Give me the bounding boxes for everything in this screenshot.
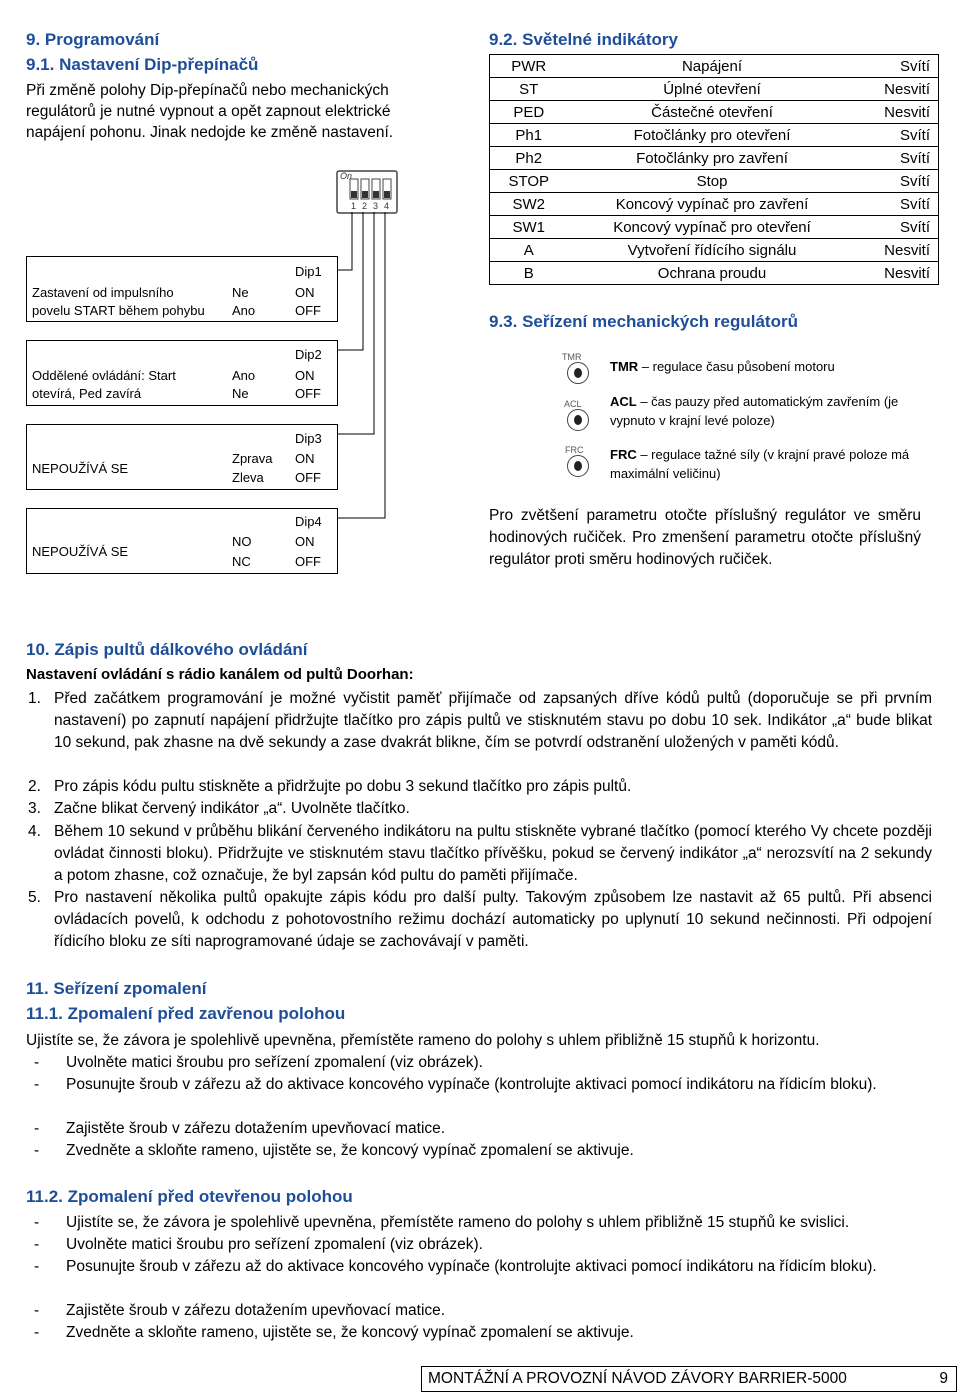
tmr-description <box>610 357 930 376</box>
list-text: Pro zápis kódu pultu stiskněte a přidržujte po dobu 3 sekund tlačítko pro zápis pultů. <box>54 778 632 795</box>
dip2-box <box>26 340 338 406</box>
indicator-code: Ph1 <box>490 124 568 147</box>
section112-title: 11.2. Zpomalení před otevřenou polohou <box>26 1187 353 1206</box>
dip-num-1: 1 <box>351 201 357 211</box>
indicator-code: PED <box>490 101 568 124</box>
dip4-desc: NEPOUŽÍVÁ SE <box>32 544 129 559</box>
dip2-desc-line2: otevírá, Ped zavírá <box>32 386 142 401</box>
dip2-desc-line1: Oddělené ovládání: Start <box>32 368 176 383</box>
list-item <box>34 1234 924 1256</box>
indicator-code: PWR <box>490 55 568 78</box>
knob-label-tmr: TMR <box>562 352 582 362</box>
section91-text: Při změně polohy Dip-přepínačů nebo mechanických regulátorů je nutné vypnout a opět zapnout elektrické napájení pohonu. Jinak nedojde ke změně nastavení. <box>26 82 394 141</box>
list-text: Zvedněte a skloňte rameno, ujistěte se, že koncový vypínač zpomalení se aktivuje. <box>66 1142 634 1159</box>
section111-title: 11.1. Zpomalení před zavřenou polohou <box>26 1004 346 1023</box>
list-item <box>28 821 932 887</box>
dash-bullet: - <box>34 1258 40 1275</box>
dash-bullet: - <box>34 1324 40 1341</box>
frc-text: – regulace tažné síly (v krajní pravé poloze má maximální veličinu) <box>610 447 910 481</box>
section93-paragraph: Pro zvětšení parametru otočte příslušný regulátor ve směru hodinových ručiček. Pro zmenšení parametru otočte příslušný regulátor proti směru hodinových ručiček. <box>489 507 921 568</box>
dip1-name: Dip1 <box>295 264 322 279</box>
table-row <box>490 216 939 239</box>
list-item <box>34 1256 924 1278</box>
dip2-opt-off: Ne <box>232 386 249 401</box>
table-row <box>490 262 939 285</box>
list-item <box>28 887 932 953</box>
list-item <box>34 1118 924 1140</box>
list-item <box>28 798 932 820</box>
dip3-on: ON <box>295 451 315 466</box>
list-text: Zajistěte šroub v zářezu dotažením upevňovací matice. <box>66 1302 446 1319</box>
list-num: 4. <box>28 823 41 840</box>
dip4-box <box>26 508 338 574</box>
list-text: Posunujte šroub v zářezu až do aktivace koncového vypínače (kontrolujte aktivaci pomocí indikátoru na řídicím bloku). <box>66 1076 877 1093</box>
indicator-state: Svítí <box>857 170 939 193</box>
list-num: 5. <box>28 889 41 906</box>
dip4-off: OFF <box>295 554 321 569</box>
list-num: 3. <box>28 800 41 817</box>
section10-title: 10. Zápis pultů dálkového ovládání <box>26 640 308 659</box>
dip3-name: Dip3 <box>295 431 322 446</box>
list-text: Během 10 sekund v průběhu blikání červeného indikátoru na pultu stiskněte vybrané tlačítko (pomocí kterého Vy chcete později ovládat činnosti bloku). Přidržujte ve stisknutém stavu tlačítko přívěšku, pokud se červený indikátor „a“ nerozsvítí na 2 sekundy a potom zhasne, což označuje, že byl zapsán kód pultu do paměti přijímače. <box>54 823 932 884</box>
footer-title: MONTÁŽNÍ A PROVOZNÍ NÁVOD ZÁVORY BARRIER-5000 <box>428 1370 847 1387</box>
dip4-opt-off: NC <box>232 554 251 569</box>
table-row <box>490 55 939 78</box>
knob-label-frc: FRC <box>565 445 584 455</box>
indicator-code: Ph2 <box>490 147 568 170</box>
indicator-state: Nesvití <box>857 262 939 285</box>
list-text: Začne blikat červený indikátor „a“. Uvolněte tlačítko. <box>54 800 410 817</box>
tmr-knob-icon <box>567 362 589 384</box>
acl-key: ACL <box>610 394 637 409</box>
table-row <box>490 78 939 101</box>
indicator-desc: Napájení <box>568 55 857 78</box>
table-row <box>490 193 939 216</box>
dip2-name: Dip2 <box>295 347 322 362</box>
indicator-code: STOP <box>490 170 568 193</box>
list-text: Uvolněte matici šroubu pro seřízení zpomalení (viz obrázek). <box>66 1236 483 1253</box>
section9-title: 9. Programování <box>26 30 160 49</box>
list-text: Uvolněte matici šroubu pro seřízení zpomalení (viz obrázek). <box>66 1054 483 1071</box>
list-item <box>34 1052 924 1074</box>
dip3-desc: NEPOUŽÍVÁ SE <box>32 461 129 476</box>
section91-title: 9.1. Nastavení Dip-přepínačů <box>26 55 259 74</box>
indicator-code: B <box>490 262 568 285</box>
indicator-state: Svítí <box>857 55 939 78</box>
dip-num-3: 3 <box>373 201 379 211</box>
dip3-box <box>26 424 338 490</box>
indicator-code: SW1 <box>490 216 568 239</box>
dash-bullet: - <box>34 1120 40 1137</box>
indicator-code: A <box>490 239 568 262</box>
table-row <box>490 147 939 170</box>
section11-title: 11. Seřízení zpomalení <box>26 979 207 998</box>
page-number: 9 <box>939 1370 948 1387</box>
table-row <box>490 170 939 193</box>
dip-connector-lines <box>330 210 400 550</box>
indicator-desc: Stop <box>568 170 857 193</box>
section92-title: 9.2. Světelné indikátory <box>489 30 678 49</box>
section10-subtitle: Nastavení ovládání s rádio kanálem od pultů Doorhan: <box>26 666 414 683</box>
dip1-on: ON <box>295 285 315 300</box>
table-row <box>490 124 939 147</box>
indicator-state: Nesvití <box>857 78 939 101</box>
list-text: Posunujte šroub v zářezu až do aktivace koncového vypínače (kontrolujte aktivaci pomocí indikátoru na řídicím bloku). <box>66 1258 877 1275</box>
indicator-state: Svítí <box>857 193 939 216</box>
dash-bullet: - <box>34 1236 40 1253</box>
list-item <box>34 1074 924 1096</box>
acl-knob-icon <box>567 409 589 431</box>
list-text: Před začátkem programování je možné vyčistit paměť přijímače od zapsaných dříve kódů pultů (doporučuje se při prvním nastavení) po zapnutí napájení přidržujte tlačítko pro zápis pultů ve stisknutém stavu po dobu 10 sek. Indikátor „a“ bude blikat 10 sekund, pak zhasne na dvě sekundy a zase dvakrát blikne, čím se potvrdí odstranění uložených v paměti kódů. <box>54 690 932 751</box>
indicator-state: Svítí <box>857 124 939 147</box>
frc-key: FRC <box>610 447 637 462</box>
list-item <box>34 1322 924 1344</box>
list-item <box>34 1140 924 1162</box>
dip2-on: ON <box>295 368 315 383</box>
table-row <box>490 239 939 262</box>
indicator-desc: Vytvoření řídícího signálu <box>568 239 857 262</box>
indicator-code: ST <box>490 78 568 101</box>
dash-bullet: - <box>34 1302 40 1319</box>
dash-bullet: - <box>34 1214 40 1231</box>
dip3-opt-on: Zprava <box>232 451 273 466</box>
indicator-state: Svítí <box>857 147 939 170</box>
dip-on-label: On <box>340 171 353 181</box>
indicator-table <box>489 54 939 285</box>
list-num: 1. <box>28 690 41 707</box>
dash-bullet: - <box>34 1142 40 1159</box>
table-row <box>490 101 939 124</box>
dip2-opt-on: Ano <box>232 368 256 383</box>
list-item <box>28 776 932 798</box>
list-num: 2. <box>28 778 41 795</box>
indicator-state: Nesvití <box>857 239 939 262</box>
section93-title: 9.3. Seřízení mechanických regulátorů <box>489 312 798 331</box>
dip4-on: ON <box>295 534 315 549</box>
dip1-off: OFF <box>295 303 321 318</box>
tmr-text: – regulace času působení motoru <box>638 359 835 374</box>
dip1-opt-off: Ano <box>232 303 256 318</box>
tmr-key: TMR <box>610 359 639 374</box>
dip4-name: Dip4 <box>295 514 322 529</box>
indicator-desc: Úplné otevření <box>568 78 857 101</box>
dash-bullet: - <box>34 1076 40 1093</box>
frc-description <box>610 445 930 483</box>
dip3-opt-off: Zleva <box>232 470 264 485</box>
indicator-desc: Ochrana proudu <box>568 262 857 285</box>
dip1-desc-line1: Zastavení od impulsního <box>32 285 174 300</box>
list-text: Zajistěte šroub v zářezu dotažením upevňovací matice. <box>66 1120 446 1137</box>
dip1-desc-line2: povelu START během pohybu <box>32 303 205 318</box>
list-text: Zvedněte a skloňte rameno, ujistěte se, že koncový vypínač zpomalení se aktivuje. <box>66 1324 634 1341</box>
indicator-desc: Fotočlánky pro otevření <box>568 124 857 147</box>
indicator-desc: Fotočlánky pro zavření <box>568 147 857 170</box>
indicator-desc: Koncový vypínač pro zavření <box>568 193 857 216</box>
dip-num-2: 2 <box>362 201 368 211</box>
dip1-box <box>26 256 338 322</box>
list-item <box>34 1300 924 1322</box>
list-text: Pro nastavení několika pultů opakujte zápis kódu pro další pulty. Takovým způsobem lze nastavit až 65 pultů. Při absenci ovládacích povelů, k odchodu z pohotovostního režimu dochází automaticky po uplynutí 10 sekund nečinnosti. Při odpojení řídicího bloku ze síti naprogramované údaje se zachovávají v paměti. <box>54 889 932 950</box>
frc-knob-icon <box>567 455 589 477</box>
acl-text: – čas pauzy před automatickým zavřením (je vypnuto v krajní levé poloze) <box>610 394 899 428</box>
knob-label-acl: ACL <box>564 399 582 409</box>
dash-bullet: - <box>34 1054 40 1071</box>
dip2-off: OFF <box>295 386 321 401</box>
dip-num-4: 4 <box>384 201 390 211</box>
section111-intro: Ujistíte se, že závora je spolehlivě upevněna, přemístěte rameno do polohy s uhlem přibližně 15 stupňů k horizontu. <box>26 1032 820 1049</box>
indicator-code: SW2 <box>490 193 568 216</box>
indicator-state: Svítí <box>857 216 939 239</box>
indicator-desc: Částečné otevření <box>568 101 857 124</box>
list-item <box>34 1212 924 1234</box>
dip1-opt-on: Ne <box>232 285 249 300</box>
list-item <box>28 688 932 754</box>
indicator-state: Nesvití <box>857 101 939 124</box>
list-text: Ujistíte se, že závora je spolehlivě upevněna, přemístěte rameno do polohy s uhlem přibližně 15 stupňů ke svislici. <box>66 1214 850 1231</box>
dip3-off: OFF <box>295 470 321 485</box>
acl-description <box>610 392 930 430</box>
indicator-desc: Koncový vypínač pro otevření <box>568 216 857 239</box>
page-footer <box>421 1366 957 1392</box>
dip4-opt-on: NO <box>232 534 252 549</box>
